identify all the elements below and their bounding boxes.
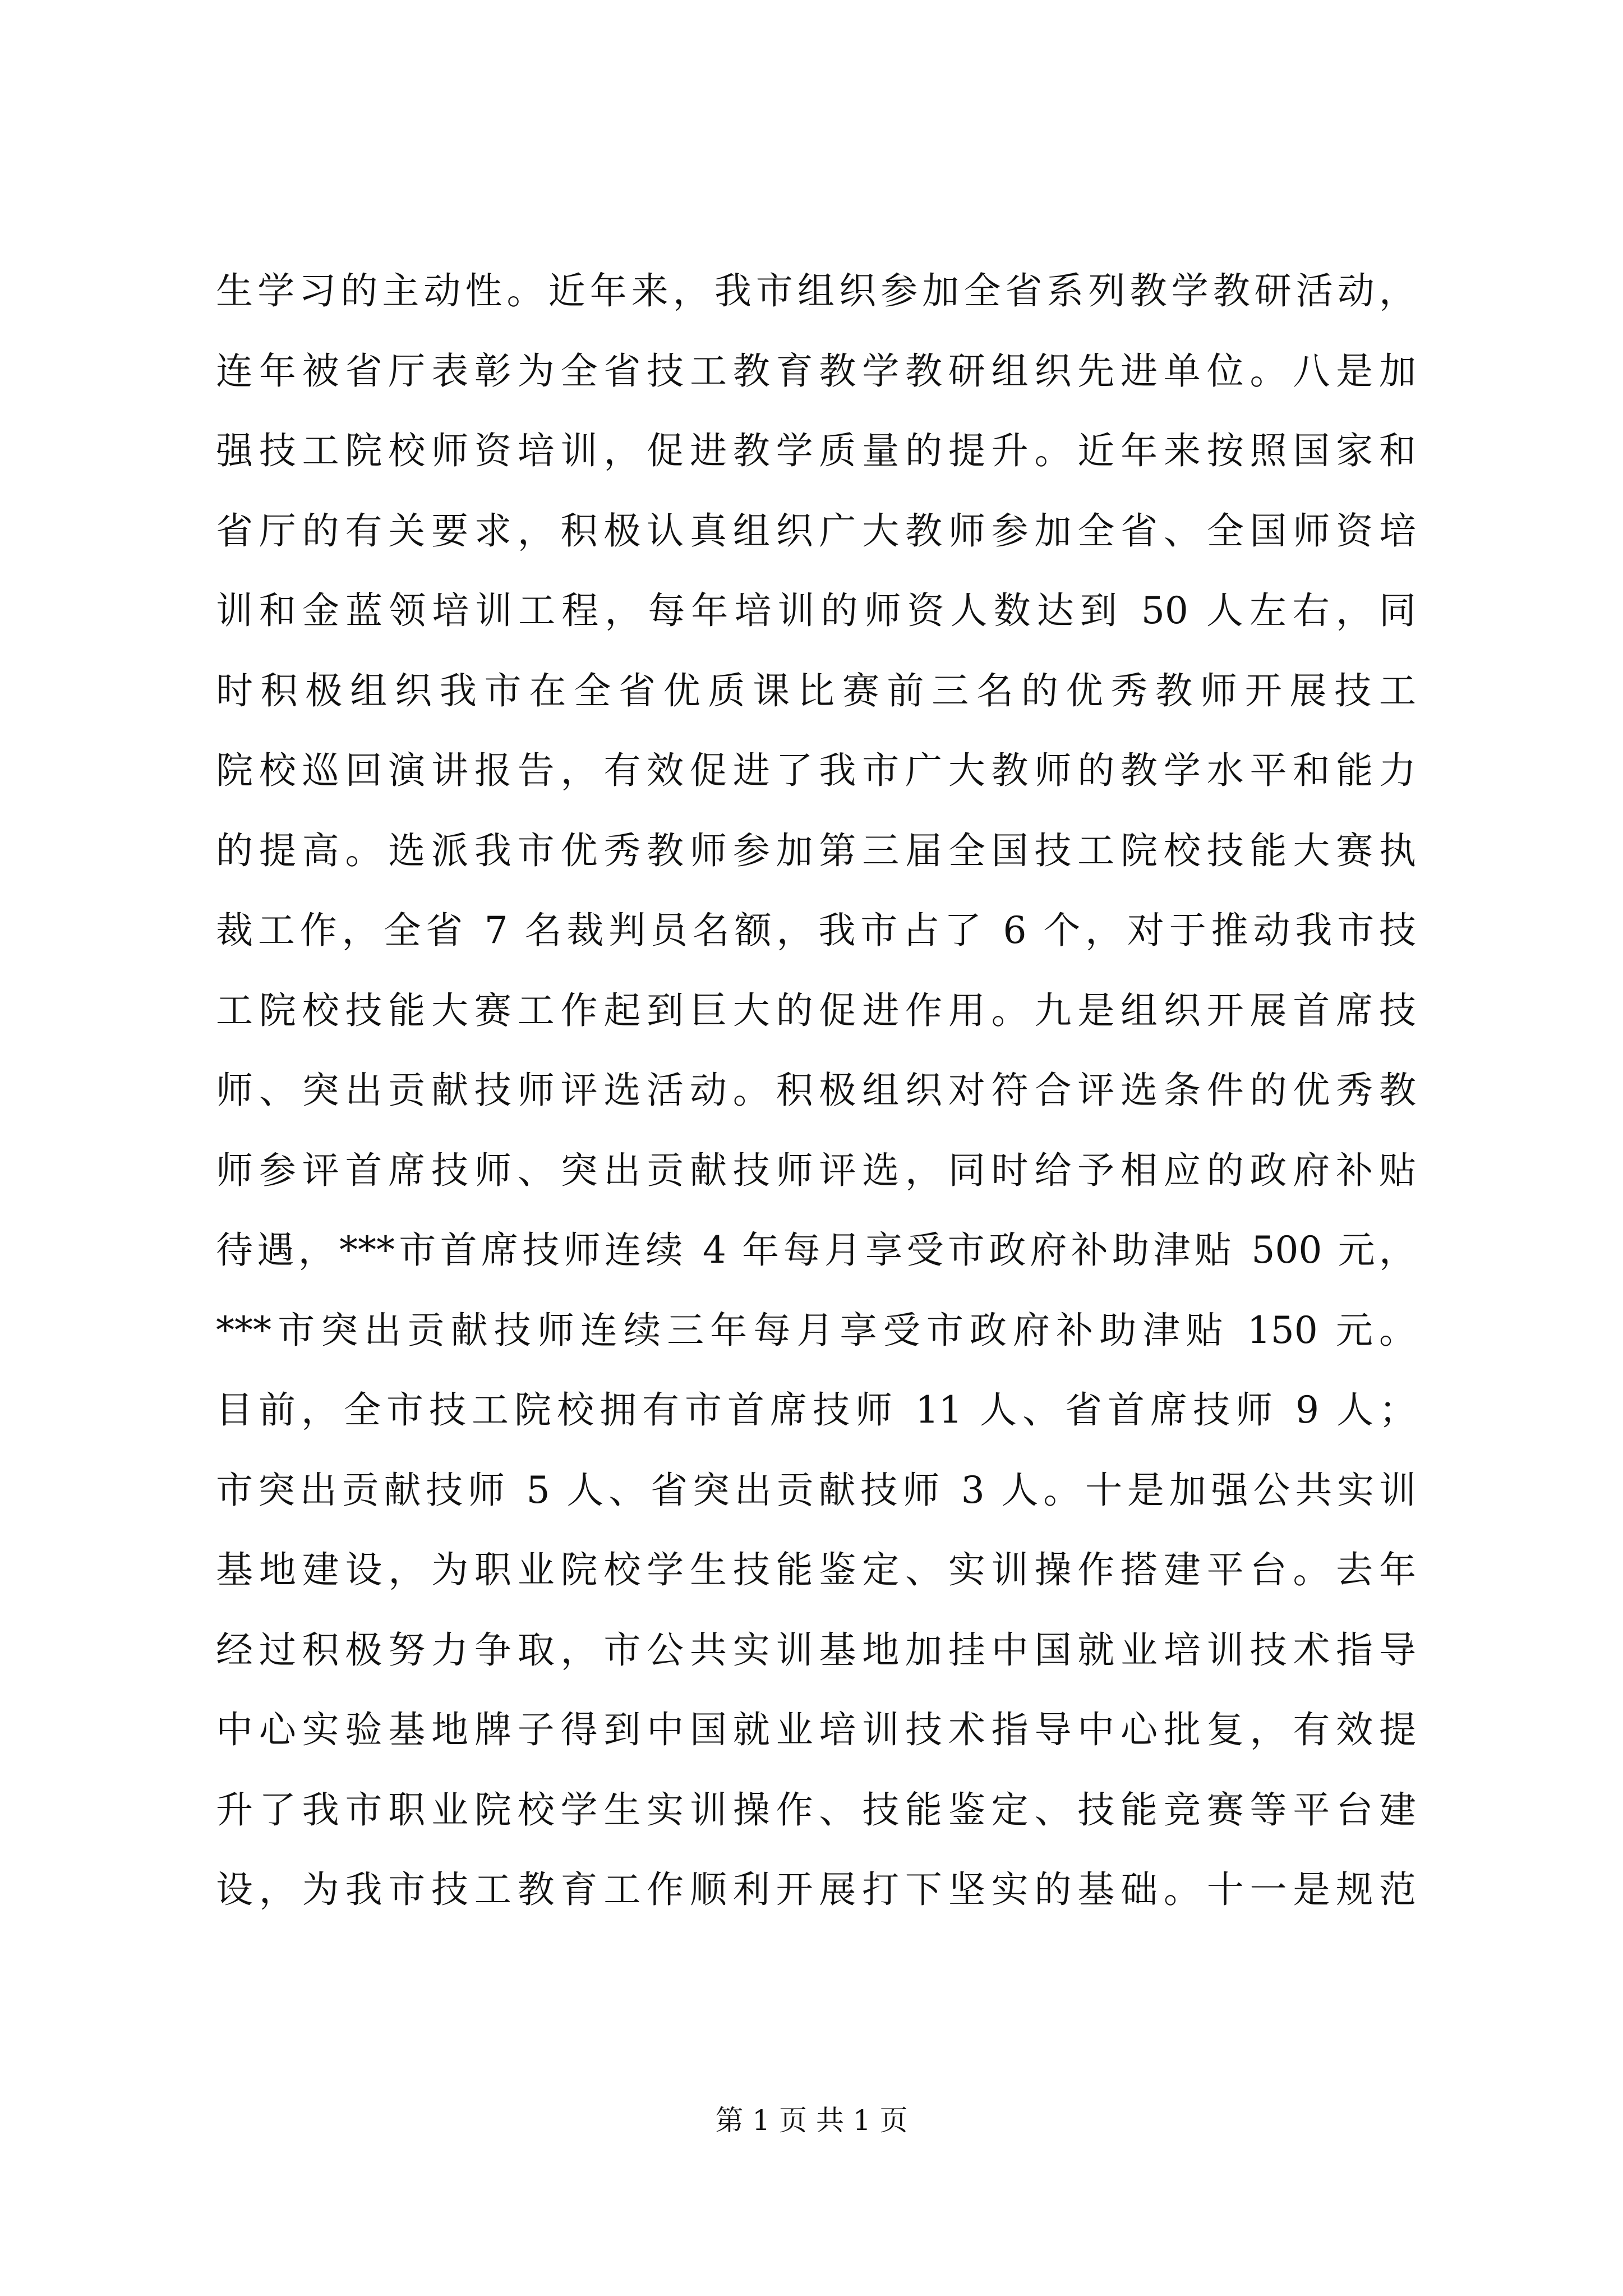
text-line: 设，为我市技工教育工作顺利开展打下坚实的基础。十一是规范 [216,1868,1416,1911]
text-line: 省厅的有关要求，积极认真组织广大教师参加全省、全国师资培 [216,509,1416,553]
text-line: 院校巡回演讲报告，有效促进了我市广大教师的教学水平和能力 [216,749,1416,792]
text-line: 连年被省厅表彰为全省技工教育教学教研组织先进单位。八是加 [216,349,1416,393]
text-line: 中心实验基地牌子得到中国就业培训技术指导中心批复，有效提 [216,1708,1416,1751]
text-line: 生学习的主动性。近年来，我市组织参加全省系列教学教研活动， [216,269,1416,312]
text-line: 的提高。选派我市优秀教师参加第三届全国技工院校技能大赛执 [216,829,1416,872]
text-line: 经过积极努力争取，市公共实训基地加挂中国就业培训技术指导 [216,1628,1416,1672]
text-line: 市突出贡献技师 5 人、省突出贡献技师 3 人。十是加强公共实训 [216,1468,1416,1512]
page-footer: 第 1 页 共 1 页 [715,2104,908,2137]
text-line: 师、突出贡献技师评选活动。积极组织对符合评选条件的优秀教 [216,1069,1416,1112]
text-line: 训和金蓝领培训工程，每年培训的师资人数达到 50 人左右，同 [216,589,1416,632]
text-line: 目前，全市技工院校拥有市首席技师 11 人、省首席技师 9 人； [216,1388,1416,1432]
text-line: 师参评首席技师、突出贡献技师评选，同时给予相应的政府补贴 [216,1148,1416,1192]
text-line: 升了我市职业院校学生实训操作、技能鉴定、技能竞赛等平台建 [216,1788,1416,1832]
text-line: 待遇，***市首席技师连续 4 年每月享受市政府补助津贴 500 元， [216,1228,1416,1272]
text-line: 裁工作，全省 7 名裁判员名额，我市占了 6 个，对于推动我市技 [216,909,1416,952]
body-text [216,251,1416,1930]
text-line: 基地建设，为职业院校学生技能鉴定、实训操作搭建平台。去年 [216,1548,1416,1591]
text-line: 工院校技能大赛工作起到巨大的促进作用。九是组织开展首席技 [216,988,1416,1032]
text-line: ***市突出贡献技师连续三年每月享受市政府补助津贴 150 元。 [216,1308,1416,1352]
text-line: 强技工院校师资培训，促进教学质量的提升。近年来按照国家和 [216,429,1416,472]
text-line: 时积极组织我市在全省优质课比赛前三名的优秀教师开展技工 [216,669,1416,712]
